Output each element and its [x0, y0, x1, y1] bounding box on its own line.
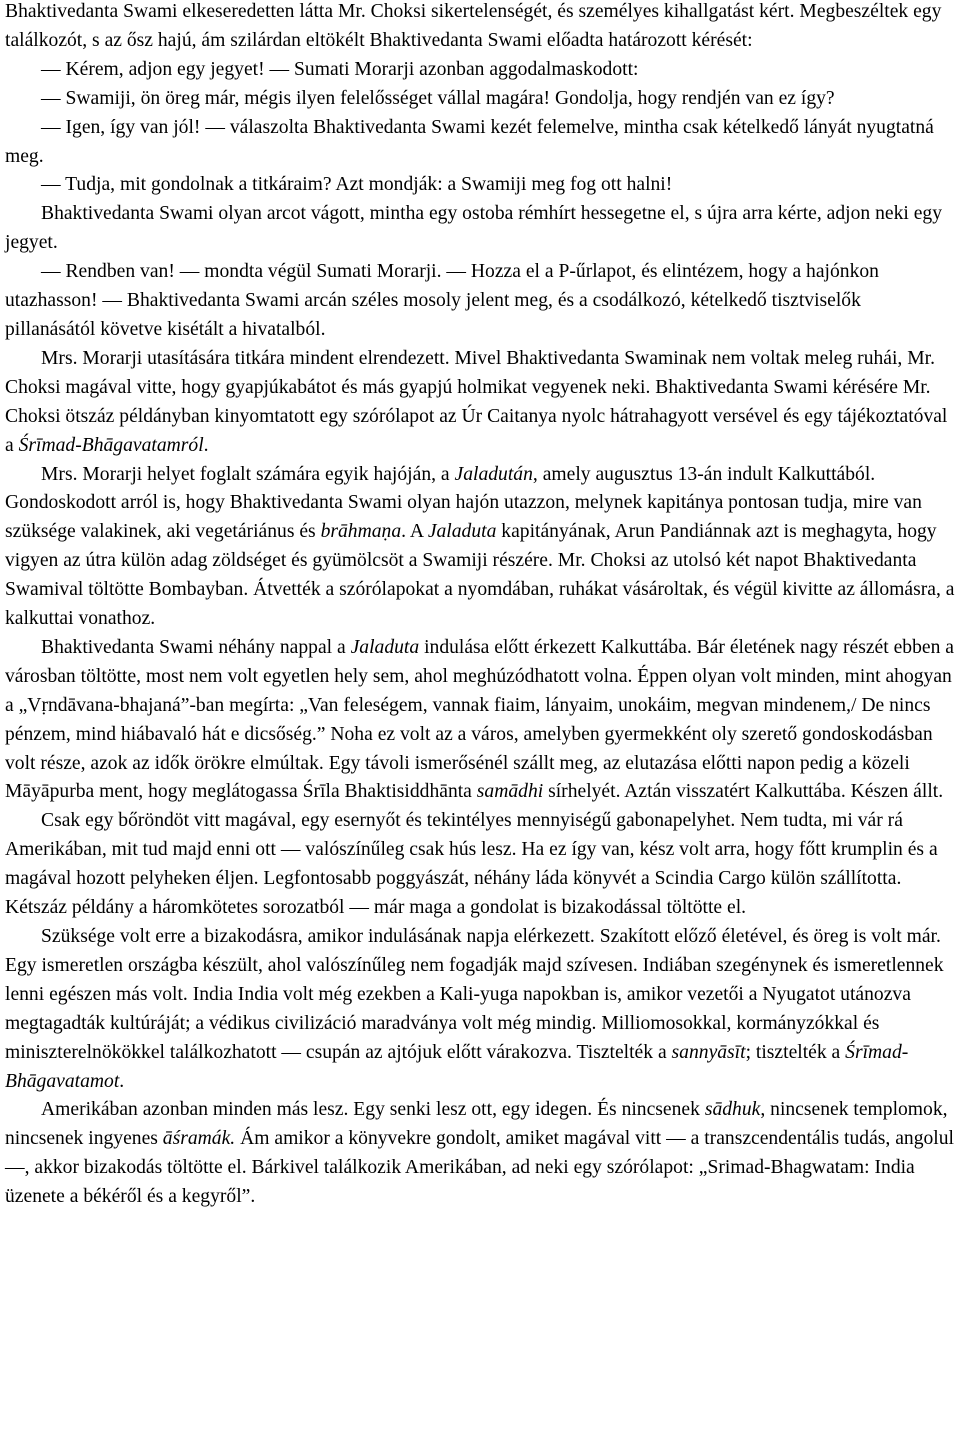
- body-paragraph: [5, 0, 955, 56]
- body-paragraph: [5, 56, 955, 85]
- text-run: .: [203, 434, 209, 456]
- body-paragraph: [5, 923, 955, 1096]
- body-paragraph: [5, 345, 955, 461]
- italic-term: Jaladuta: [350, 636, 420, 658]
- body-paragraph: [5, 634, 955, 807]
- text-run: Amerikában azonban minden más lesz. Egy senki lesz ott, egy idegen. És nincsenek: [41, 1099, 705, 1121]
- body-paragraph: [5, 1096, 955, 1212]
- text-run: sírhelyét. Aztán visszatért Kalkuttába. Készen állt.: [543, 781, 944, 803]
- text-run: , amely augusztus 13-án indult Kalkuttából. Gondoskodott arról is, hogy Bhaktivedanta Swami olyan hajón utazzon, melynek kapitánya pontosan tudja, mire van szüksége valakinek, aki vegetáriánus és: [5, 463, 922, 543]
- text-run: . A: [401, 521, 428, 543]
- text-run: Ám amikor a könyvekre gondolt, amiket magával vitt — a transzcendentális tudás, angolul —, akkor bizakodás töltötte el. Bárkivel találkozik Amerikában, ad neki egy szórólapot: „Srimad-Bhagwatam: India üzenete a békéről és a kegyről”.: [5, 1128, 954, 1208]
- text-run: Csak egy bőröndöt vitt magával, egy esernyőt és tekintélyes mennyiségű gabonapelyhet. Nem tudta, mi vár rá Amerikában, mit tud majd enni ott — valószínűleg csak hús lesz. Ha ez így van, kész volt arra, hogy főtt krumplin és a magával hozott pelyheken éljen. Legfontosabb poggyászát, néhány láda könyvét a Scindia Cargo külön szállította. Kétszáz példány a háromkötetes sorozatból — már maga a gondolat is bizakodással töltötte el.: [5, 810, 938, 919]
- text-run: .: [119, 1070, 125, 1092]
- italic-term: sannyāsīt: [671, 1041, 746, 1063]
- italic-term: samādhi: [476, 781, 544, 803]
- body-paragraph: [5, 85, 955, 114]
- text-run: indulása előtt érkezett Kalkuttába. Bár életének nagy részét ebben a városban töltötte, most nem volt egyetlen hely sem, ahol meghúzódhatott volna. Éppen olyan volt minden, mint ahogyan a „Vṛndāvana-bhajaná”-ban megírta: „Van feleségem, vannak fiaim, lányaim, unokáim, megvan mindenem,/ De nincs pénzem, mind hiábavaló hát e dicsőség.” Noha ez volt az a város, amelyben gyermekként oly szerető gondoskodásban volt része, azok az idők örökre elmúltak. Egy távoli ismerősénél szállt meg, az elutazása előtti napon pedig a közeli Māyāpurba ment, hogy meglátogassa Śrīla Bhaktisiddhānta: [5, 636, 954, 803]
- text-run: Mrs. Morarji utasítására titkára mindent elrendezett. Mivel Bhaktivedanta Swaminak nem voltak meleg ruhái, Mr. Choksi magával vitte, hogy gyapjúkabátot és más gyapjú holmikat vegyenek neki. Bhaktivedanta Swami kérésére Mr. Choksi ötszáz példányban kinyomtatott egy szórólapot az Úr Caitanya nyolc hátrahagyott versével és egy tájékoztatóval a: [5, 347, 948, 456]
- text-run: — Tudja, mit gondolnak a titkáraim? Azt mondják: a Swamiji meg fog ott halni!: [41, 174, 673, 196]
- text-run: ; tisztelték a: [745, 1041, 846, 1063]
- text-run: Bhaktivedanta Swami néhány nappal a: [41, 636, 351, 658]
- body-paragraph: [5, 114, 955, 172]
- text-run: kapitányának, Arun Pandiánnak azt is meghagyta, hogy vigyen az útra külön adag zöldséget és gyümölcsöt a Swamiji részére. Mr. Choksi az utolsó két napot Bhaktivedanta Swamival töltötte Bombayban. Átvették a szórólapokat a nyomdában, ruhákat vásároltak, és végül kivitte az állomásra, a kalkuttai vonathoz.: [5, 521, 955, 630]
- text-run: Bhaktivedanta Swami elkeseredetten látta Mr. Choksi sikertelenségét, és személyes kihallgatást kért. Megbeszéltek egy találkozót, s az ősz hajú, ám szilárdan eltökélt Bhaktivedanta Swami előadta határozott kérését:: [5, 1, 942, 51]
- italic-term: Śrīmad-Bhāgavatamról: [18, 434, 204, 456]
- text-run: — Igen, így van jól! — válaszolta Bhaktivedanta Swami kezét felemelve, mintha csak kételkedő lányát nyugtatná meg.: [5, 116, 934, 167]
- body-paragraph: [5, 200, 955, 258]
- italic-term: āśramák.: [162, 1128, 236, 1150]
- text-run: — Kérem, adjon egy jegyet! — Sumati Morarji azonban aggodalmaskodott:: [41, 58, 639, 80]
- body-paragraph: [5, 258, 955, 345]
- italic-term: Jaladután: [454, 463, 533, 485]
- italic-term: Jaladuta: [427, 521, 497, 543]
- body-paragraph: [5, 461, 955, 634]
- text-run: Mrs. Morarji helyet foglalt számára egyik hajóján, a: [41, 463, 455, 485]
- text-run: Szüksége volt erre a bizakodásra, amikor indulásának napja elérkezett. Szakított előző életével, és öreg is volt már. Egy ismeretlen országba készült, ahol valószínűleg nem fogadják majd szívesen. Indiában szegénynek és ismeretlennek lenni egészen más volt. India India volt még ezekben a Kali-yuga napokban is, amikor vezetői a Nyugatot utánozva megtagadták kultúráját; a védikus civilizáció maradványa volt még mindig. Milliomosokkal, kormányzókkal és miniszterelnökökkel találkozhatott — csupán az ajtójuk előtt várakozva. Tisztelték a: [5, 926, 944, 1063]
- text-run: , nincsenek templomok, nincsenek ingyenes: [5, 1099, 948, 1150]
- italic-term: Śrīmad-Bhāgavatamot: [5, 1041, 909, 1092]
- body-paragraph: [5, 807, 955, 923]
- text-run: Bhaktivedanta Swami olyan arcot vágott, mintha egy ostoba rémhírt hessegetne el, s újra arra kérte, adjon neki egy jegyet.: [5, 203, 943, 254]
- text-run: — Rendben van! — mondta végül Sumati Morarji. — Hozza el a P-űrlapot, és elintézem, hogy a hajónkon utazhasson! — Bhaktivedanta Swami arcán széles mosoly jelent meg, és a csodálkozó, kételkedő tisztviselők pillanásától követve kisétált a hivatalból.: [5, 261, 879, 340]
- italic-term: brāhmaṇa: [320, 521, 402, 543]
- document-page: [5, 0, 955, 1212]
- italic-term: sādhuk: [704, 1099, 761, 1121]
- body-paragraph: [5, 171, 955, 200]
- text-run: — Swamiji, ön öreg már, mégis ilyen felelősséget vállal magára! Gondolja, hogy rendjén van ez így?: [41, 87, 835, 109]
